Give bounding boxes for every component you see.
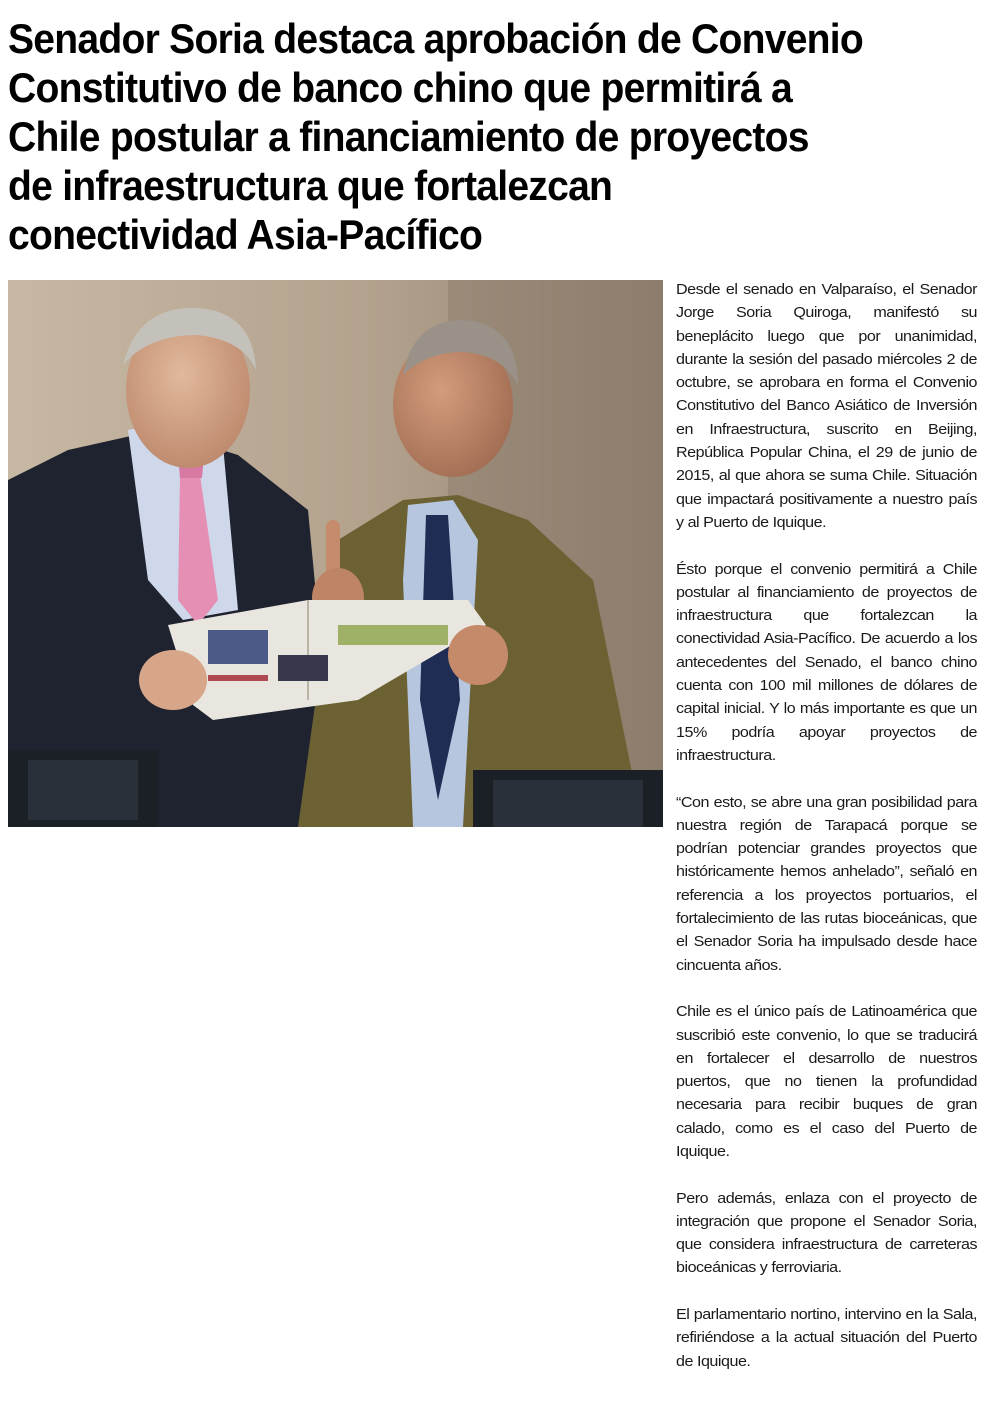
article-paragraph: “Con esto, se abre una gran posibilidad para nuestra región de Tarapacá porque se podrían potenciar grandes proyectos que históricamente hemos anhelado”, señaló en referencia a los proyectos portuarios, el fortalecimiento de las rutas bioceánicas, que el Senador Soria ha impulsado desde hace cincuenta años. — [676, 793, 978, 974]
photo-illustration — [8, 280, 663, 827]
article-paragraph: Chile es el único país de Latinoamérica que suscribió este convenio, lo que se traducirá en fortalecer el desarrollo de nuestros puertos, que no tienen la profundidad necesaria para recibir buques de gran calado, como es el caso del Puerto de Iquique. — [676, 1003, 978, 1160]
headline-line: conectividad Asia-Pacífico — [8, 211, 483, 258]
article-body — [676, 278, 977, 1396]
headline-line: Chile postular a financiamiento de proyectos — [8, 113, 809, 160]
article-paragraph: Ésto porque el convenio permitirá a Chile postular al financiamiento de proyectos de infraestructura que fortalezcan la conectividad Asia-Pacífico. De acuerdo a los antecedentes del Senado, el banco chino cuenta con 100 mil millones de dólares de capital inicial. Y lo más importante es que un 15% podría apoyar proyectos de infraestructura. — [676, 560, 978, 764]
headline-line: Senador Soria destaca aprobación de Convenio — [8, 15, 864, 62]
headline-line: de infraestructura que fortalezcan — [8, 162, 613, 209]
article-photo — [8, 280, 663, 827]
headline-line: Constitutivo de banco chino que permitirá a — [8, 64, 793, 111]
article-paragraph: El parlamentario nortino, intervino en la Sala, refiriéndose a la actual situación del Puerto de Iquique. — [676, 1306, 978, 1370]
article-paragraph: Pero además, enlaza con el proyecto de integración que propone el Senador Soria, que considera infraestructura de carreteras bioceánicas y ferroviaria. — [676, 1189, 978, 1277]
article-paragraph: Desde el senado en Valparaíso, el Senador Jorge Soria Quiroga, manifestó su beneplácito luego que por unanimidad, durante la sesión del pasado miércoles 2 de octubre, se aprobara en forma el Convenio Constitutivo del Banco Asiático de Inversión en Infraestructura, suscrito en Beijing, República Popular China, el 29 de junio de 2015, al que ahora se suma Chile. Situación que impactará positivamente a nuestro país y al Puerto de Iquique. — [676, 281, 978, 531]
article-headline — [8, 14, 924, 259]
